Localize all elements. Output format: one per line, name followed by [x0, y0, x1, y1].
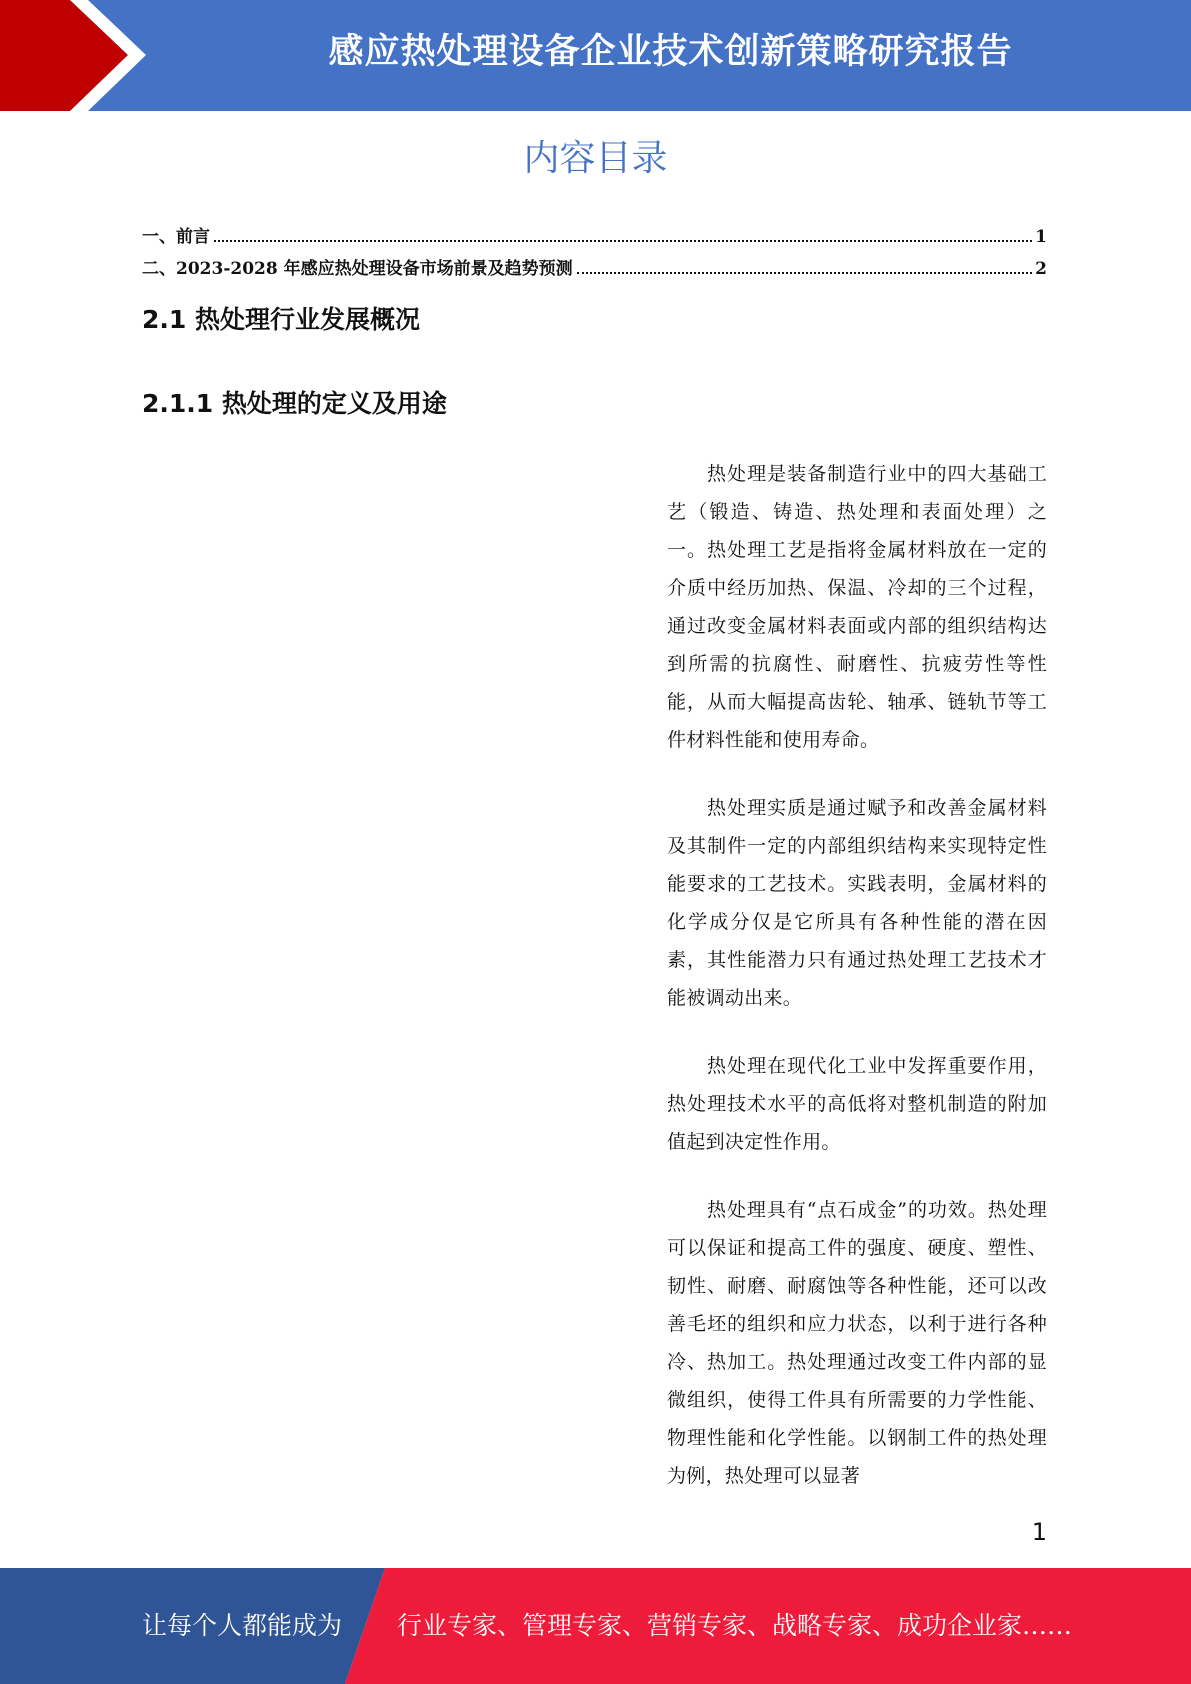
table-of-contents — [142, 222, 1047, 286]
subsection-heading: 2.1.1 热处理的定义及用途 — [142, 389, 447, 418]
page-number: 1 — [1031, 1518, 1047, 1546]
report-title: 感应热处理设备企业技术创新策略研究报告 — [328, 32, 1013, 72]
toc-entry[interactable] — [142, 254, 1047, 286]
toc-entry[interactable] — [142, 222, 1047, 254]
toc-entry-text: 二、2023-2028 年感应热处理设备市场前景及趋势预测 — [142, 259, 573, 279]
paragraph: 热处理在现代化工业中发挥重要作用，热处理技术水平的高低将对整机制造的附加值起到决定性作用。 — [667, 1055, 1047, 1153]
toc-leader-dots — [577, 271, 1033, 274]
paragraph: 热处理是装备制造行业中的四大基础工艺（锻造、铸造、热处理和表面处理）之一。热处理工艺是指将金属材料放在一定的介质中经历加热、保温、冷却的三个过程，通过改变金属材料表面或内部的组织结构达到所需的抗腐性、耐磨性、抗疲劳性等性能，从而大幅提高齿轮、轴承、链轨节等工件材料性能和使用寿命。 — [667, 463, 1047, 751]
toc-entry-page: 1 — [1035, 227, 1047, 247]
header-arrow-decoration — [0, 0, 160, 111]
toc-entry-page: 2 — [1035, 259, 1047, 279]
footer-slogan-left: 让每个人都能成为 — [142, 1611, 343, 1640]
paragraph: 热处理具有“点石成金”的功效。热处理可以保证和提高工件的强度、硬度、塑性、韧性、耐磨、耐腐蚀等各种性能，还可以改善毛坯的组织和应力状态，以利于进行各种冷、热加工。热处理通过改变工件内部的显微组织，使得工件具有所需要的力学性能、物理性能和化学性能。以钢制工件的热处理为例，热处理可以显著 — [667, 1199, 1047, 1487]
toc-title: 内容目录 — [523, 138, 668, 179]
section-heading: 2.1 热处理行业发展概况 — [142, 305, 420, 334]
footer-banner — [0, 1568, 1191, 1684]
paragraph: 热处理实质是通过赋予和改善金属材料及其制件一定的内部组织结构来实现特定性能要求的工艺技术。实践表明，金属材料的化学成分仅是它所具有各种性能的潜在因素，其性能潜力只有通过热处理工艺技术才能被调动出来。 — [667, 797, 1047, 1009]
toc-leader-dots — [214, 239, 1032, 242]
header-banner — [0, 0, 1191, 111]
footer-slogan-right: 行业专家、管理专家、营销专家、战略专家、成功企业家…… — [397, 1611, 1073, 1640]
body-text-column — [667, 455, 1047, 1525]
toc-entry-text: 一、前言 — [142, 227, 210, 247]
